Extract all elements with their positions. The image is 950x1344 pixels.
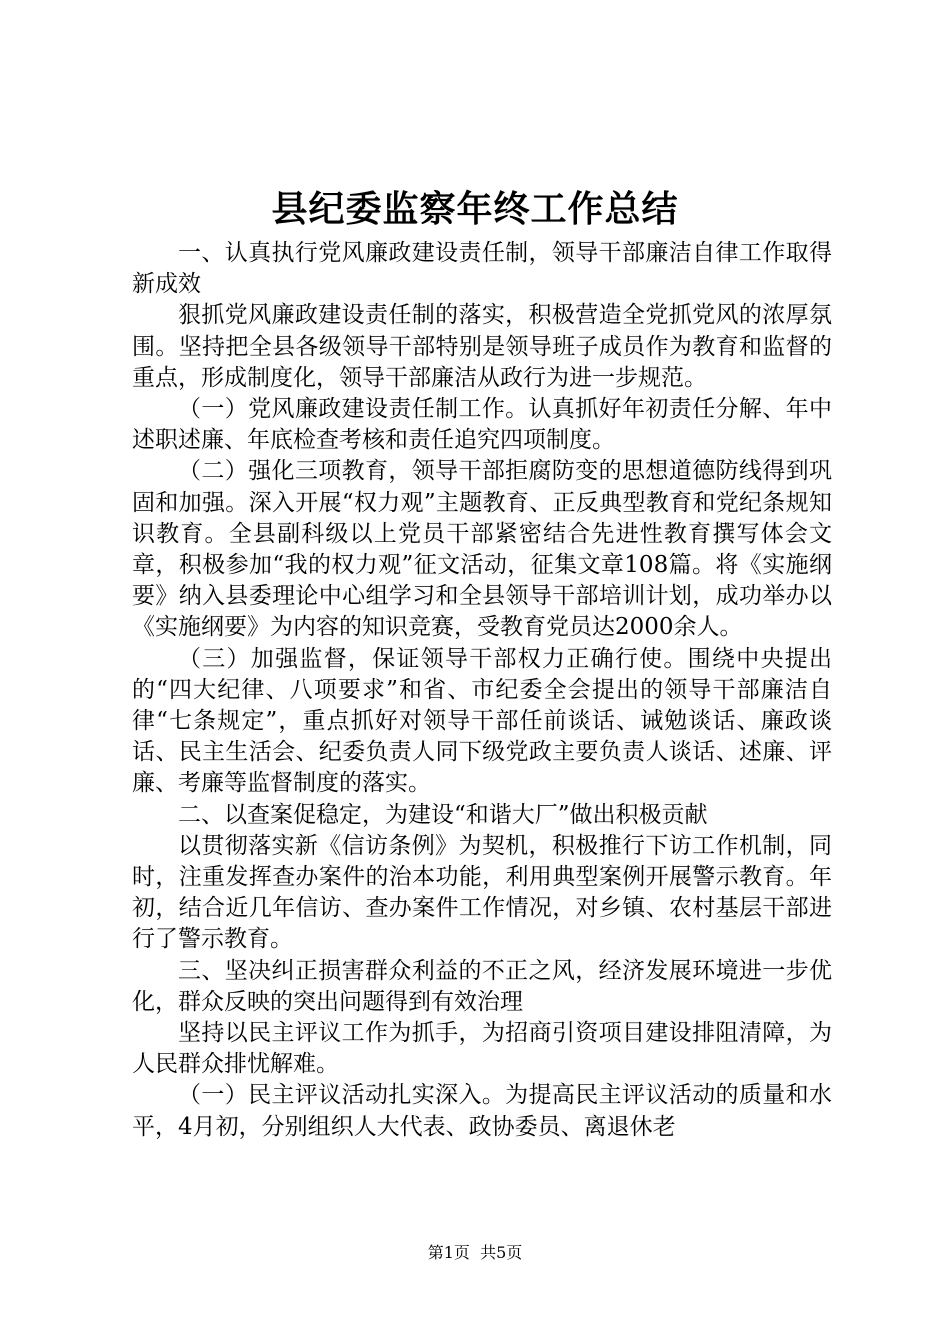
paragraph-section-2-heading: 二、以查案促稳定，为建设“和谐大厂”做出积极贡献 <box>178 801 708 828</box>
paragraph-item-3: （三）加强监督，保证领导干部权力正确行使。围绕中央提出的“四大纪律、八项要求”和省、市纪委全会提出的领导干部廉洁自律“七条规定”，重点抓好对领导干部任前谈话、诫勉谈话、廉政谈话、民主生活会、纪委负责人同下级党政主要负责人谈话、述廉、评廉、考廉等监督制度的落实。 <box>132 645 832 797</box>
paragraph-item-2: （二）强化三项教育，领导干部拒腐防变的思想道德防线得到巩固和加强。深入开展“权力观”主题教育、正反典型教育和党纪条规知识教育。全县副科级以上党员干部紧密结合先进性教育撰写体会文章，积极参加“我的权力观”征文活动，征集文章108篇。将《实施纲要》纳入县委理论中心组学习和全县领导干部培训计划，成功举办以《实施纲要》为内容的知识竞赛，受教育党员达2000余人。 <box>132 458 832 641</box>
paragraph-section-2-body: 以贯彻落实新《信访条例》为契机，积极推行下访工作机制，同时，注重发挥查办案件的治本功能，利用典型案例开展警示教育。年初，结合近几年信访、查办案件工作情况，对乡镇、农村基层干部进行了警示教育。 <box>132 832 832 953</box>
document-body <box>132 238 832 1143</box>
paragraph-section-3-intro: 坚持以民主评议工作为抓手，为招商引资项目建设排阻清障，为人民群众排忧解难。 <box>132 1020 832 1078</box>
paragraph-section-3-item-1: （一）民主评议活动扎实深入。为提高民主评议活动的质量和水平，4月初，分别组织人大代表、政协委员、离退休老 <box>132 1082 832 1140</box>
paragraph-section-1-heading: 一、认真执行党风廉政建设责任制，领导干部廉洁自律工作取得新成效 <box>132 240 832 298</box>
paragraph-section-3-heading: 三、坚决纠正损害群众利益的不正之风，经济发展环境进一步优化，群众反映的突出问题得到有效治理 <box>132 957 832 1015</box>
paragraph-item-1: （一）党风廉政建设责任制工作。认真抓好年初责任分解、年中述职述廉、年底检查考核和责任追究四项制度。 <box>132 396 832 454</box>
document-title: 县纪委监察年终工作总结 <box>271 188 679 230</box>
paragraph-section-1-intro: 狠抓党风廉政建设责任制的落实，积极营造全党抓党风的浓厚氛围。坚持把全县各级领导干部特别是领导班子成员作为教育和监督的重点，形成制度化，领导干部廉洁从政行为进一步规范。 <box>132 302 832 391</box>
page-footer: 第1页 共5页 <box>427 1243 523 1262</box>
